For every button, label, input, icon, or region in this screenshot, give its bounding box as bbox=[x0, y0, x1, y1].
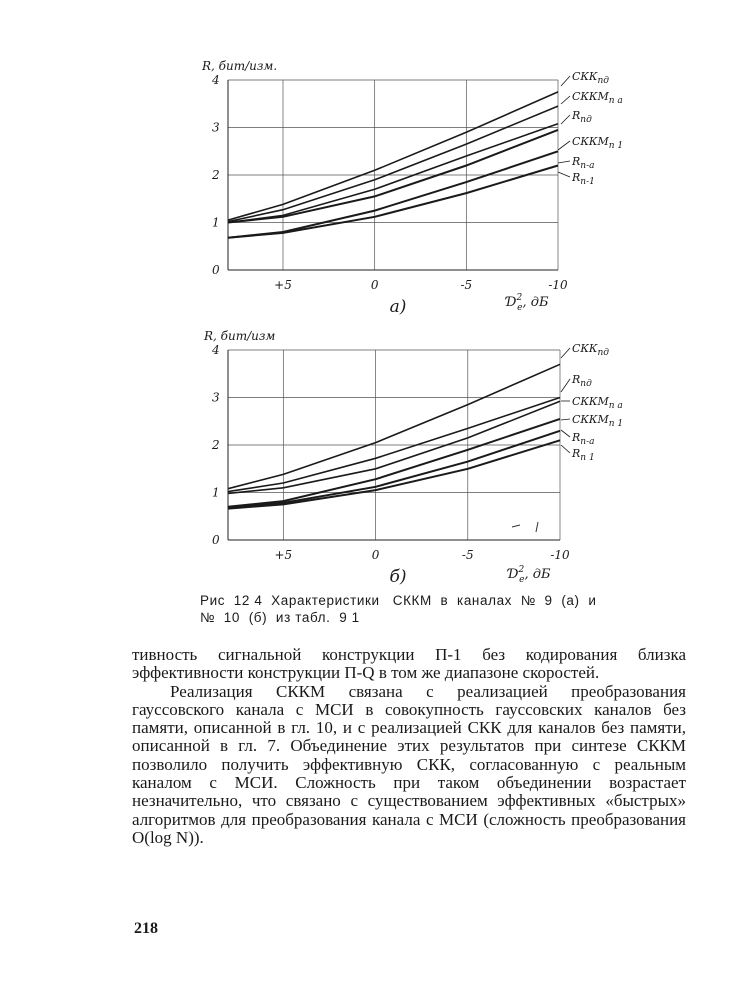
leader-line-2 bbox=[561, 379, 570, 392]
series-label-3: $R_{пд}$ bbox=[572, 109, 592, 125]
y-tick-label: 0 bbox=[212, 263, 220, 277]
series-label-3: $СККМ_{п а}$ bbox=[572, 395, 623, 411]
leader-line-6 bbox=[561, 445, 570, 453]
labels-group-a bbox=[201, 59, 623, 317]
series-line-6 bbox=[228, 166, 558, 238]
leader-line-2 bbox=[561, 96, 570, 104]
series-label-5: $R_{п-а}$ bbox=[572, 155, 595, 171]
series-label-4: $СККМ_{п 1}$ bbox=[572, 135, 624, 151]
leader-line-3 bbox=[561, 115, 570, 124]
chart-panel-a bbox=[201, 59, 623, 317]
leader-line-5 bbox=[561, 430, 570, 437]
series-group-a bbox=[228, 76, 570, 238]
leader-line-4 bbox=[558, 141, 570, 150]
series-group-b bbox=[228, 348, 570, 509]
y-axis-label: R, бит/изм bbox=[204, 329, 276, 343]
leader-line-4 bbox=[561, 419, 570, 420]
leader-line-1 bbox=[561, 348, 570, 358]
series-label-1: $СКК_{пд}$ bbox=[572, 342, 609, 358]
series-line-1 bbox=[228, 364, 560, 488]
x-tick-label: -10 bbox=[548, 278, 568, 292]
y-tick-label: 4 bbox=[212, 73, 220, 87]
x-axis-label: $Ɗ^2$ e, дБ bbox=[506, 293, 549, 313]
chart-panel-b bbox=[203, 329, 623, 587]
grid-b bbox=[228, 350, 560, 540]
stray-mark bbox=[512, 522, 538, 532]
series-line-5 bbox=[228, 431, 560, 508]
page-number: 218 bbox=[134, 920, 158, 937]
leader-line-5 bbox=[558, 161, 570, 163]
x-tick-label: 0 bbox=[370, 278, 379, 292]
series-line-5 bbox=[228, 151, 558, 237]
series-label-4: $СККМ_{п 1}$ bbox=[572, 413, 624, 429]
y-tick-label: 0 bbox=[212, 533, 220, 547]
caption-line-2: № 10 (б) из табл. 9 1 bbox=[200, 610, 360, 625]
series-line-2 bbox=[228, 398, 560, 492]
y-tick-label: 1 bbox=[212, 215, 220, 230]
x-tick-label: -5 bbox=[460, 278, 473, 292]
y-tick-label: 4 bbox=[212, 343, 220, 357]
x-tick-label: +5 bbox=[274, 548, 293, 562]
y-axis-label: R, бит/изм. bbox=[202, 59, 278, 73]
leader-line-6 bbox=[558, 172, 570, 177]
x-axis-label: $Ɗ^2$ e, дБ bbox=[508, 565, 551, 585]
figure-caption bbox=[200, 592, 640, 626]
series-label-6: $R_{п 1}$ bbox=[572, 447, 595, 463]
leader-line-1 bbox=[561, 76, 570, 86]
panel-label: a) bbox=[389, 297, 407, 317]
y-tick-label: 1 bbox=[212, 485, 220, 500]
grid-a bbox=[228, 80, 558, 270]
series-label-6: $R_{п-1}$ bbox=[572, 171, 595, 187]
paragraph-1: тивность сигнальной конструкции П-1 без кодирования близка эффективности конструкции П-Q в том же диапазоне скоростей. bbox=[132, 645, 686, 683]
caption-line-1: Рис 12 4 Характеристики СККМ в каналах № 9 (а) и bbox=[200, 593, 597, 608]
series-line-4 bbox=[228, 130, 558, 223]
x-tick-label: -10 bbox=[550, 548, 570, 562]
series-line-1 bbox=[228, 92, 558, 220]
y-tick-label: 3 bbox=[212, 390, 220, 405]
y-tick-label: 2 bbox=[212, 168, 220, 182]
body-text bbox=[132, 646, 686, 847]
panel-label: б) bbox=[389, 567, 407, 587]
x-tick-label: 0 bbox=[371, 548, 380, 562]
y-tick-label: 2 bbox=[212, 438, 220, 452]
y-tick-label: 3 bbox=[212, 120, 220, 135]
x-tick-label: -5 bbox=[461, 548, 474, 562]
series-label-1: $СКК_{пд}$ bbox=[572, 70, 609, 86]
series-label-5: $R_{п-а}$ bbox=[572, 431, 595, 447]
x-tick-label: +5 bbox=[274, 278, 292, 292]
series-label-2: $R_{пд}$ bbox=[572, 373, 592, 389]
series-label-2: $СККМ_{п а}$ bbox=[572, 90, 623, 106]
series-line-6 bbox=[228, 440, 560, 508]
paragraph-2: Реализация СККМ связана с реализацией преобразования гауссовского канала с МСИ в совокупность гауссовских каналов без памяти, описанной в гл. 10, и с реализацией СКК для каналов без памяти, описанной в гл. 7. Объединение этих результатов при синтезе СККМ позволило получить эффективную СКК, согласованную с реальным каналом с МСИ. Сложность при таком объединении возрастает незначительно, что связано с существованием эффективных «быстрых» алгоритмов для преобразования канала с МСИ (сложность преобразования O(log N)). bbox=[132, 681, 686, 847]
